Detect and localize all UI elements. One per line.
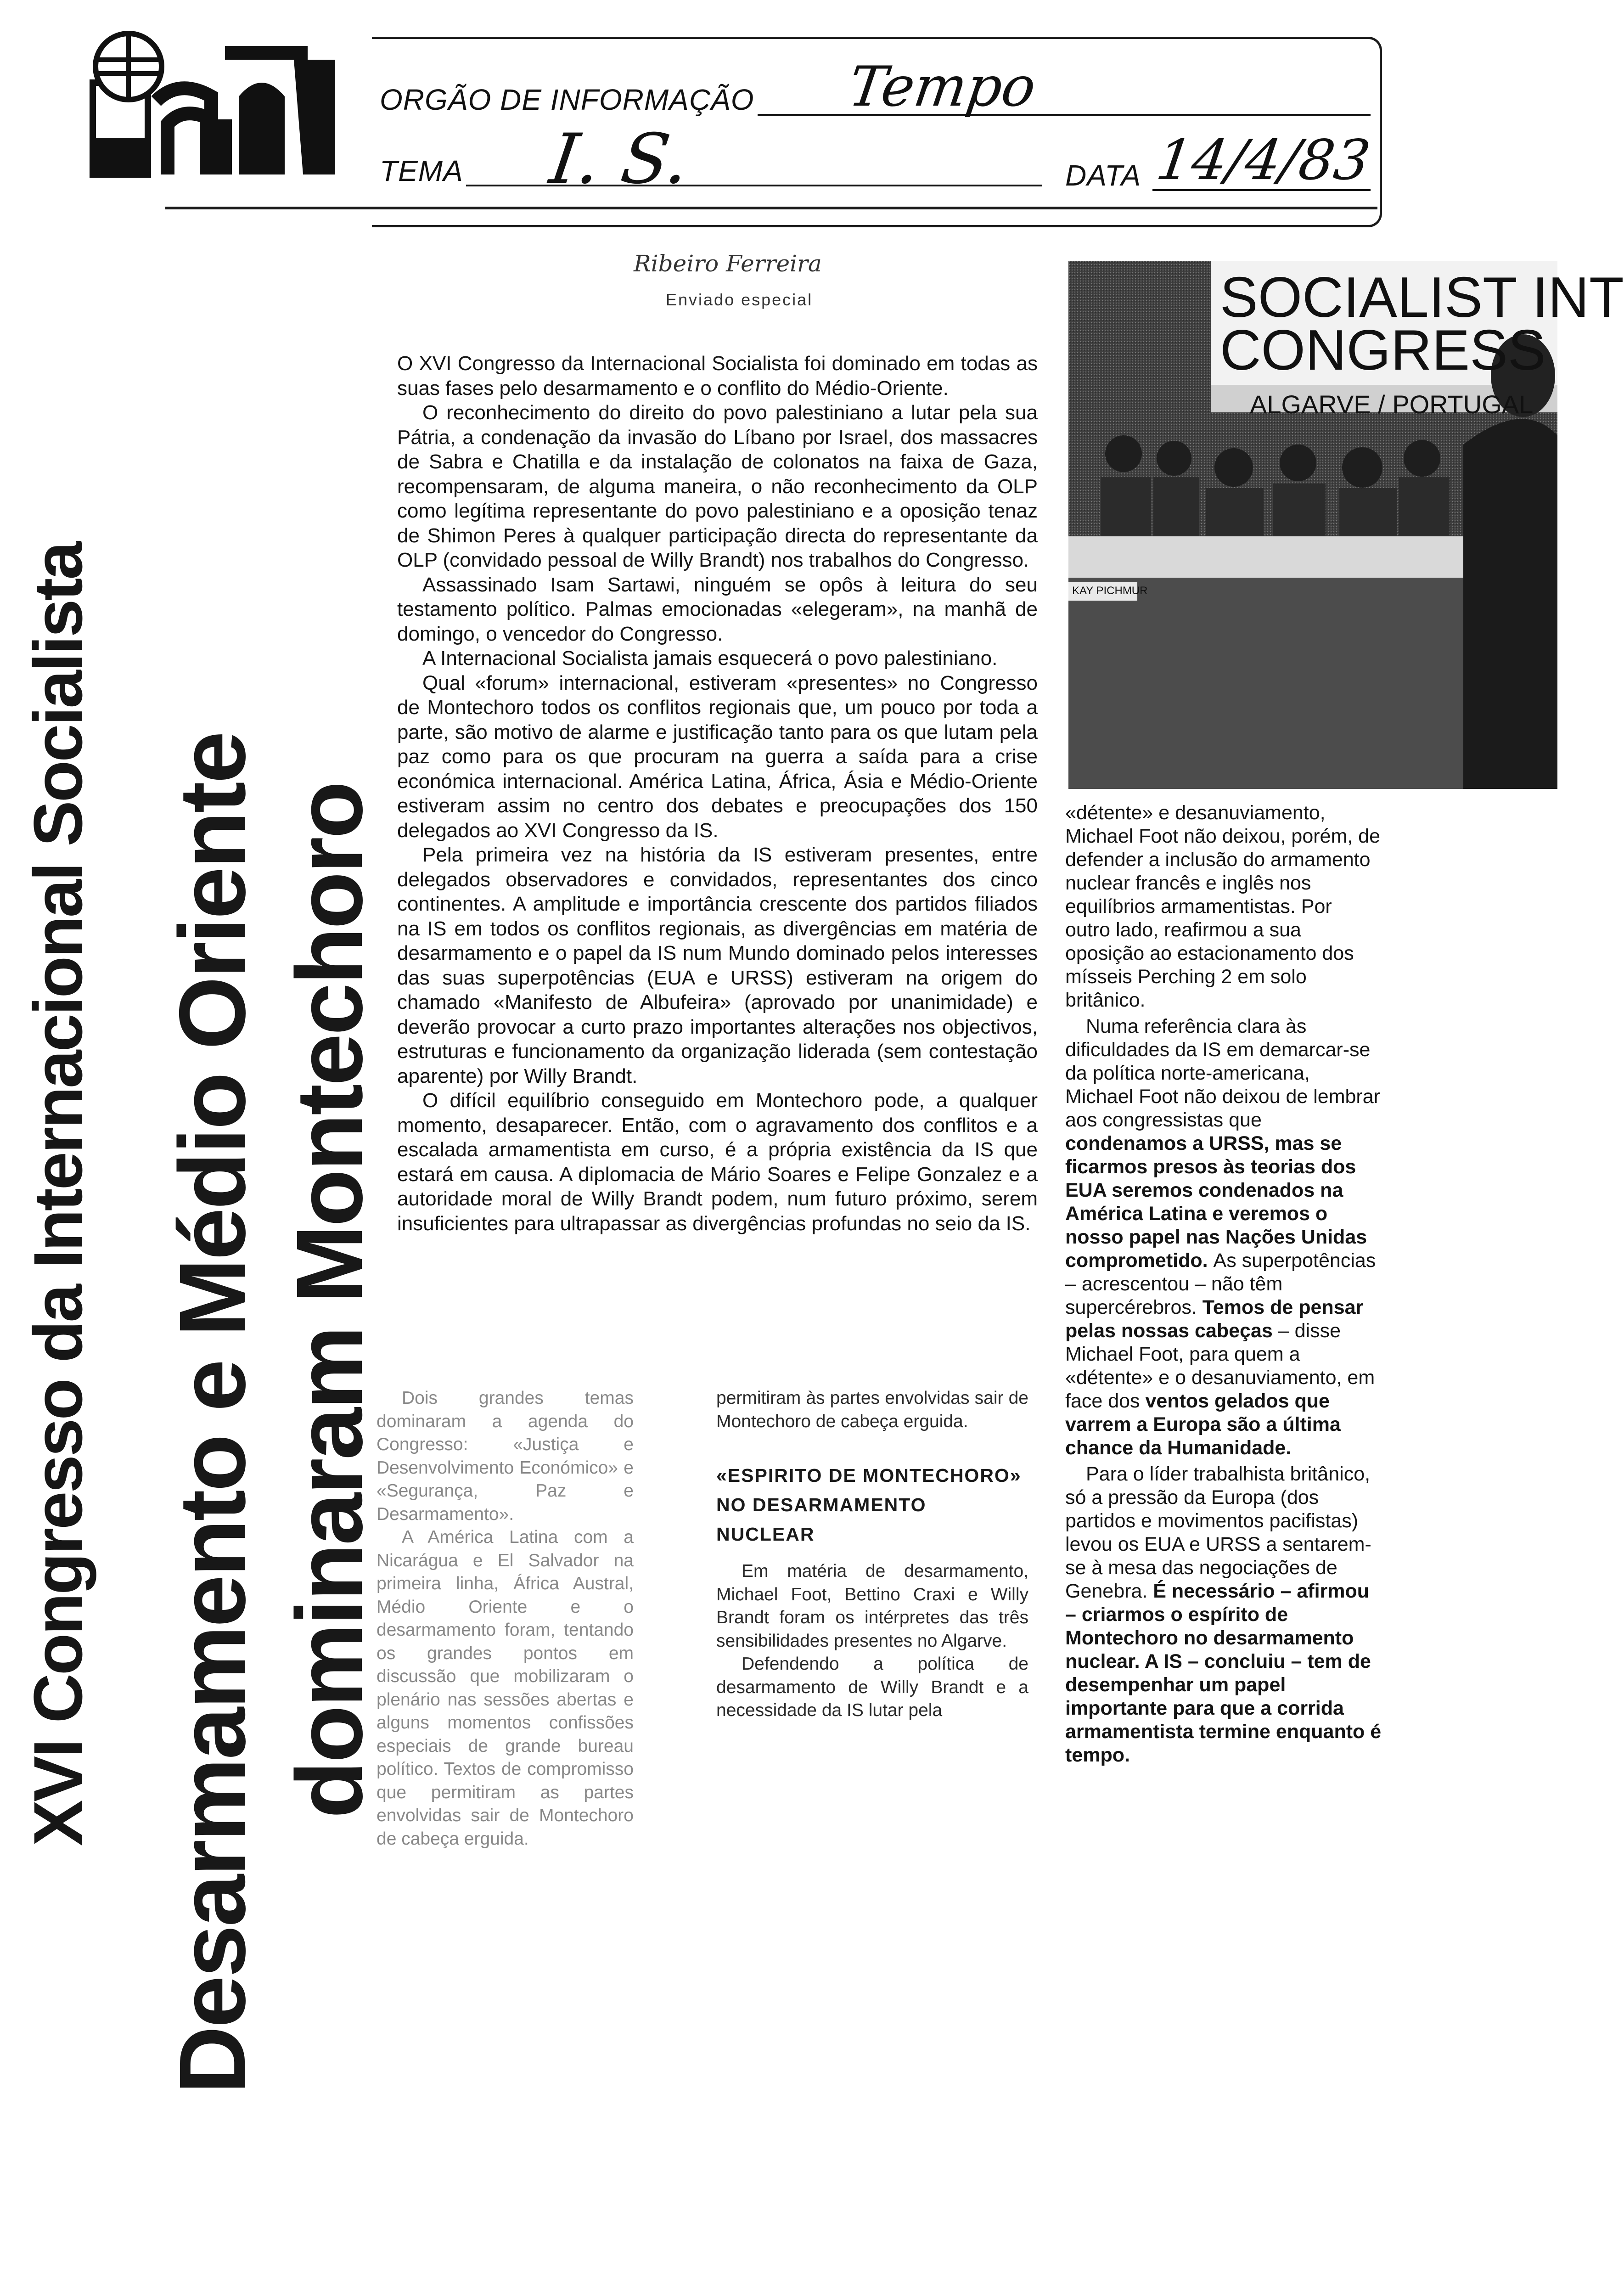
lead-paragraph: Pela primeira vez na história da IS estiveram presentes, entre delegados observadores e convidados, representantes dos cinco continentes. A amplitude e importância crescente dos partidos filiados na IS em todos os conflitos regionais, as divergências em matéria de desarmamento e o papel da IS num Mundo dominado pelos interesses das suas superpotências (EUA e URSS) estiveram na origem do chamado «Manifesto de Albufeira» (aprovado por unanimidade) e deverão provocar a curto prazo importantes alterações nos objectivos, estruturas e funcionamento da organização liderada (sem contestação aparente) por Willy Brandt. xyxy=(397,844,1038,1087)
column-b-intro: permitiram às partes envolvidas sair de Montechoro de cabeça erguida. xyxy=(716,1388,1028,1431)
lead-paragraph: O XVI Congresso da Internacional Socialista foi dominado em todas as suas fases pelo desarmamento e o conflito do Médio-Oriente. xyxy=(397,352,1038,400)
body-text: Para o líder trabalhista britânico, só a pressão da Europa (dos partidos e movimentos pacifistas) levou os EUA e URSS a sentarem-se à mesa das negociações de Genebra. xyxy=(1065,1463,1371,1602)
byline-role: Enviado especial xyxy=(666,290,813,309)
headline-line-1: Desarmamento e Médio Oriente xyxy=(160,733,265,2094)
speaker-placard: KAY PICHMUR xyxy=(1072,585,1148,597)
congress-photo xyxy=(1068,261,1624,789)
body-text: Numa referência clara às dificuldades da IS em demarcar-se da política norte-americana, Michael Foot não deixou de lembrar aos congressistas que xyxy=(1065,1015,1380,1131)
column-b-paragraph: Defendendo a política de desarmamento de Willy Brandt e a necessidade da IS lutar pela xyxy=(716,1654,1028,1720)
emphasis-text: Temos de pensar pelas nossas cabeças xyxy=(1065,1296,1364,1342)
banner-line-2: CONGRESS xyxy=(1220,319,1546,382)
kicker-headline: XVI Congresso da Internacional Socialista xyxy=(19,543,96,1846)
column-a-paragraph: Dois grandes temas dominaram a agenda do Congresso: «Justiça e Desenvolvimento Económico» e «Segurança, Paz e Desarmamento». xyxy=(376,1388,634,1524)
body-text: As superpotências – acrescentou – não têm supercérebros. xyxy=(1065,1249,1376,1318)
orgao-label: ORGÃO DE INFORMAÇÃO xyxy=(380,83,754,116)
banner-line-1: SOCIALIST INT xyxy=(1220,266,1624,329)
lead-paragraph: O difícil equilíbrio conseguido em Montechoro pode, a qualquer momento, desaparecer. Então, com o agravamento dos conflitos e a escalada armamentista em curso, é a própria existência da IS que estará em causa. A diplomacia de Mário Soares e Felipe Gonzalez e a autoridade moral de Willy Brandt podem, num futuro próximo, serem insuficientes para ultrapassar as divergências profundas no seio da IS. xyxy=(397,1089,1038,1235)
emphasis-text: condenamos a URSS, mas se ficarmos presos às teorias dos EUA seremos condenados na América Latina e veremos o nosso papel nas Nações Unidas comprometido. xyxy=(1065,1132,1367,1272)
data-label: DATA xyxy=(1065,159,1141,192)
right-column-paragraph xyxy=(1065,1463,1382,1767)
header-rule xyxy=(165,207,1377,209)
archive-logo xyxy=(87,28,335,179)
column-b xyxy=(716,1387,1028,1722)
column-a-paragraph: A América Latina com a Nicarágua e El Salvador na primeira linha, África Austral, Médio Oriente e o desarmamento foram, tentando os grandes pontos em discussão que mobilizaram o plenário nas sessões abertas e alguns momentos confissões especiais de grande bureau político. Textos de compromisso que permitiram as partes envolvidas sair de Montechoro de cabeça erguida. xyxy=(376,1527,634,1849)
lead-text xyxy=(397,351,1038,1236)
lead-paragraph: A Internacional Socialista jamais esquecerá o povo palestiniano. xyxy=(422,647,998,670)
body-text: Por outro lado, reafirmou a sua oposição ao estacionamento dos mísseis Perching 2 em solo britânico. xyxy=(1065,895,1354,1011)
tema-value: I. S. xyxy=(545,119,694,199)
tema-label: TEMA xyxy=(380,154,463,187)
orgao-value: Tempo xyxy=(845,55,1040,119)
body-text: «détente» e desanuviamento, Michael Foot não deixou, porém, de defender a inclusão do armamento nuclear francês e inglês nos equilíbrios armamentistas. xyxy=(1065,802,1381,917)
column-b-paragraph: Em matéria de desarmamento, Michael Foot, Bettino Craxi e Willy Brandt foram os intérpretes das três sensibilidades presentes no Algarve. xyxy=(716,1561,1028,1651)
lead-paragraph: Assassinado Isam Sartawi, ninguém se opôs à leitura do seu testamento político. Palmas emocionadas «elegeram», na manhã de domingo, o vencedor do Congresso. xyxy=(397,573,1038,645)
banner-line-3: ALGARVE / PORTUGAL xyxy=(1250,390,1534,419)
lead-paragraph: O reconhecimento do direito do povo palestiniano a lutar pela sua Pátria, a condenação da invasão do Líbano por Israel, dos massacres de Sabra e Chatilla e da instalação de colonatos na faixa de Gaza, recompensaram, de alguma maneira, o não reconhecimento da OLP como legítima representante do povo palestiniano e a oposição tenaz de Shimon Peres à qualquer participação directa do representante da OLP (convidado pessoal de Willy Brandt) nos trabalhos do Congresso. xyxy=(397,401,1038,571)
headline-line-2: dominaram Montechoro xyxy=(277,783,382,1818)
column-a xyxy=(376,1387,634,1851)
lead-paragraph: Qual «forum» internacional, estiveram «presentes» no Congresso de Montechoro todos os conflitos regionais que, um pouco por toda a parte, são motivo de alarme e justificação tanto para os que lutam pela paz como para os que procuram na guerra a saída para a crise económica internacional. América Latina, África, Ásia e Médio-Oriente estiveram assim no centro dos debates e preocupações dos 150 delegados ao XVI Congresso da IS. xyxy=(397,671,1038,842)
right-column xyxy=(1065,801,1382,1770)
right-column-paragraph xyxy=(1065,801,1382,1012)
emphasis-text: ventos gelados que varrem a Europa são a última chance da Humanidade. xyxy=(1065,1390,1341,1459)
body-text: – disse Michael Foot, para quem a «détente» e o desanuviamento, em face dos xyxy=(1065,1320,1375,1412)
emphasis-text: É necessário – afirmou – criarmos o espírito de Montechoro no desarmamento nuclear. A IS – concluiu – tem de desempenhar um papel importante para que a corrida armamentista termine enquanto é tempo. xyxy=(1065,1580,1382,1766)
data-value: 14/4/83 xyxy=(1152,129,1374,192)
byline-author: Ribeiro Ferreira xyxy=(634,250,822,277)
right-column-paragraph xyxy=(1065,1015,1382,1460)
subheading: «ESPIRITO DE MONTECHORO» NO DESARMAMENTO NUCLEAR xyxy=(716,1465,1022,1545)
